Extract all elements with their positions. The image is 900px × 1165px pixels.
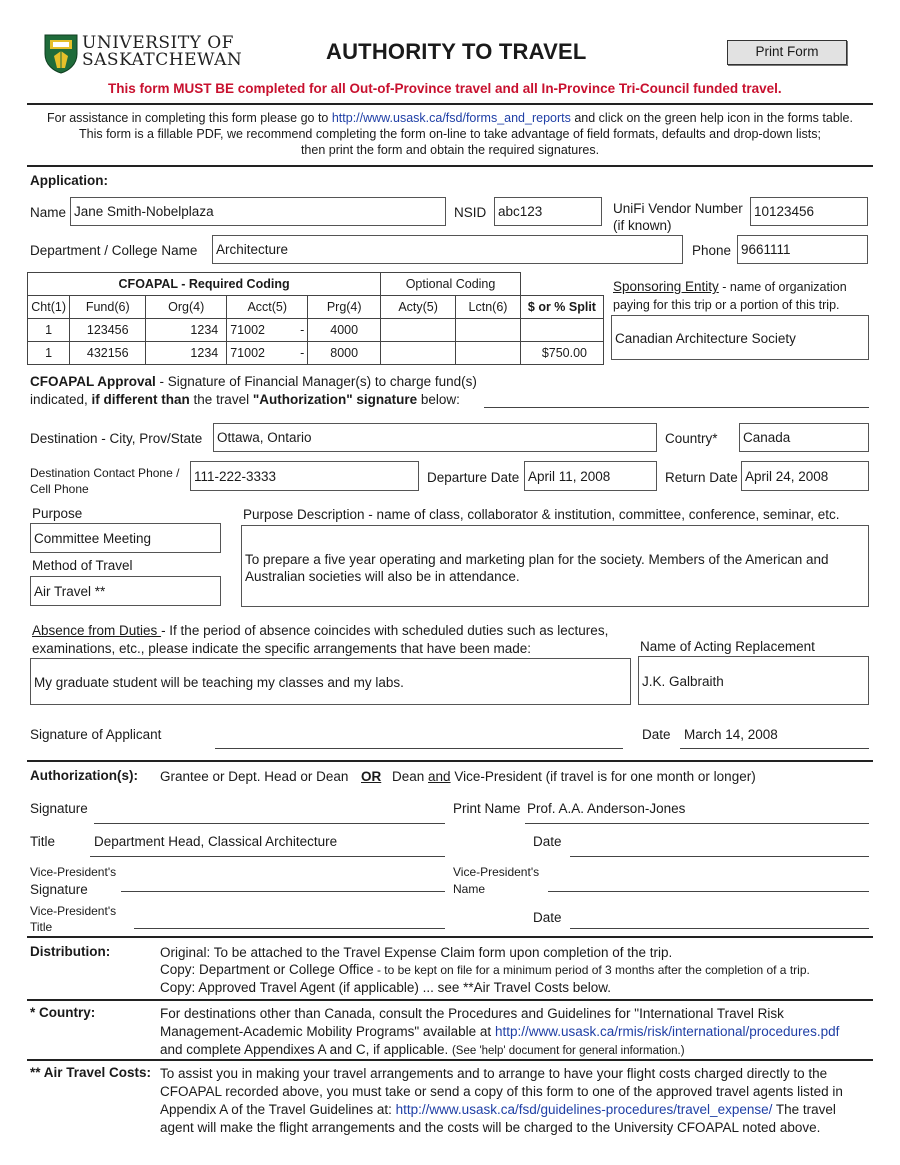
- column-header: Fund(6): [70, 295, 146, 318]
- acty-cell[interactable]: [381, 341, 456, 364]
- cht-cell[interactable]: 1: [28, 318, 70, 341]
- sponsor-label: Sponsoring Entity - name of organization paying for this trip or a portion of this trip.: [613, 279, 847, 312]
- column-header: Acty(5): [381, 295, 456, 318]
- fund-cell[interactable]: 432156: [70, 341, 146, 364]
- authorization-option1: Grantee or Dept. Head or Dean: [160, 769, 349, 784]
- university-crest-icon: [44, 34, 78, 74]
- country-label: Country*: [665, 431, 718, 446]
- phone-label: Phone: [692, 243, 732, 258]
- travel-guidelines-link[interactable]: http://www.usask.ca/fsd/guidelines-procedures/travel_expense/: [395, 1102, 773, 1117]
- return-date-field[interactable]: April 24, 2008: [741, 461, 869, 491]
- cht-cell[interactable]: 1: [28, 341, 70, 364]
- column-header: $ or % Split: [520, 295, 603, 318]
- auth-title-value[interactable]: Department Head, Classical Architecture: [94, 834, 338, 849]
- cfoapal-approval-text: CFOAPAL Approval - Signature of Financial Manager(s) to charge fund(s) indicated, if different than the travel "Authorization" signature below:: [30, 374, 477, 407]
- university-logo-text: [82, 35, 242, 69]
- divider: [27, 165, 873, 167]
- column-header: Prg(4): [308, 295, 381, 318]
- applicant-signature-line[interactable]: [215, 748, 623, 749]
- print-form-button[interactable]: Print Form: [727, 40, 847, 65]
- acting-replacement-label: Name of Acting Replacement: [640, 639, 815, 654]
- applicant-date-line: [680, 748, 869, 749]
- table-row: [28, 341, 604, 364]
- acct-cell[interactable]: 71002: [227, 341, 272, 364]
- method-of-travel-field[interactable]: Air Travel **: [30, 576, 221, 606]
- contact-phone-field[interactable]: 111-222-3333: [190, 461, 419, 491]
- blank-cell: [520, 273, 603, 296]
- applicant-signature-label: Signature of Applicant: [30, 727, 162, 742]
- destination-field[interactable]: Ottawa, Ontario: [213, 423, 657, 452]
- divider: [27, 760, 873, 762]
- nsid-label: NSID: [454, 205, 487, 220]
- purpose-field[interactable]: Committee Meeting: [30, 523, 221, 553]
- divider: [27, 1059, 873, 1061]
- vp-date-line[interactable]: [570, 928, 869, 929]
- destination-label: Destination - City, Prov/State: [30, 431, 203, 446]
- departure-date-label: Departure Date: [427, 470, 520, 485]
- print-name-label: Print Name: [453, 801, 521, 816]
- divider: [27, 999, 873, 1001]
- approval-signature-line[interactable]: [484, 407, 869, 408]
- auth-signature-line[interactable]: [94, 823, 445, 824]
- cfoapal-optional-header: Optional Coding: [381, 273, 521, 296]
- column-header: Acct(5): [227, 295, 308, 318]
- auth-title-label: Title: [30, 834, 56, 849]
- department-label: Department / College Name: [30, 243, 198, 258]
- acct-dash: -: [271, 318, 307, 341]
- nsid-field[interactable]: abc123: [494, 197, 602, 226]
- vp-name-line[interactable]: [548, 891, 869, 892]
- vendor-number-field[interactable]: 10123456: [750, 197, 868, 226]
- distribution-heading: Distribution:: [30, 944, 111, 959]
- auth-signature-label: Signature: [30, 801, 88, 816]
- return-date-label: Return Date: [665, 470, 738, 485]
- contact-phone-label: Destination Contact Phone / Cell Phone: [30, 466, 180, 496]
- acting-replacement-field[interactable]: J.K. Galbraith: [638, 656, 869, 705]
- column-header: Lctn(6): [456, 295, 521, 318]
- vendor-label: UniFi Vendor Number: [613, 201, 743, 216]
- name-field[interactable]: Jane Smith-Nobelplaza: [70, 197, 446, 226]
- form-title: AUTHORITY TO TRAVEL: [326, 39, 587, 64]
- acct-cell[interactable]: 71002: [227, 318, 272, 341]
- air-travel-heading: ** Air Travel Costs:: [30, 1065, 152, 1080]
- auth-date-label: Date: [533, 834, 562, 849]
- acty-cell[interactable]: [381, 318, 456, 341]
- auth-title-line: [90, 856, 445, 857]
- purpose-label: Purpose: [32, 506, 83, 521]
- split-cell[interactable]: $750.00: [520, 341, 603, 364]
- vp-signature-label: Vice-President's Signature: [30, 865, 117, 897]
- vp-title-line[interactable]: [134, 928, 445, 929]
- column-header: Cht(1): [28, 295, 70, 318]
- help-text: For assistance in completing this form please go to http://www.usask.ca/fsd/forms_and_reports and click on the green help icon in the forms table. This form is a fillable PDF, we recommend completing the form on-line to take advantage of field formats, defaults and drop-down lists; then print the form and obtain the required signatures.: [47, 111, 853, 157]
- country-field[interactable]: Canada: [739, 423, 869, 452]
- vp-signature-line[interactable]: [121, 891, 445, 892]
- table-row: [28, 318, 604, 341]
- fund-cell[interactable]: 123456: [70, 318, 146, 341]
- divider: [27, 936, 873, 938]
- mandatory-notice: This form MUST BE completed for all Out-of-Province travel and all In-Province Tri-Council funded travel.: [108, 81, 782, 96]
- vendor-sublabel: (if known): [613, 218, 672, 233]
- authorization-option2: Dean and Vice-President (if travel is for one month or longer): [392, 769, 756, 784]
- vp-name-label: Vice-President's Name: [453, 865, 540, 896]
- vp-date-label: Date: [533, 910, 562, 925]
- departure-date-field[interactable]: April 11, 2008: [524, 461, 657, 491]
- split-cell[interactable]: [520, 318, 603, 341]
- risk-procedures-link[interactable]: http://www.usask.ca/rmis/risk/international/procedures.pdf: [494, 1024, 840, 1039]
- absence-arrangements-field[interactable]: My graduate student will be teaching my classes and my labs.: [30, 658, 631, 705]
- help-link[interactable]: http://www.usask.ca/fsd/forms_and_reports: [331, 111, 571, 125]
- prg-cell[interactable]: 4000: [308, 318, 381, 341]
- lctn-cell[interactable]: [456, 341, 521, 364]
- cfoapal-table: [27, 272, 604, 365]
- applicant-date-label: Date: [642, 727, 671, 742]
- phone-field[interactable]: 9661111: [737, 235, 868, 264]
- authorization-heading: Authorization(s):: [30, 768, 138, 783]
- prg-cell[interactable]: 8000: [308, 341, 381, 364]
- applicant-date-value[interactable]: March 14, 2008: [684, 727, 778, 742]
- authorization-or: OR: [361, 769, 382, 784]
- divider: [27, 103, 873, 105]
- country-note-heading: * Country:: [30, 1005, 96, 1020]
- org-cell[interactable]: 1234: [146, 318, 227, 341]
- auth-date-line[interactable]: [570, 856, 869, 857]
- acct-dash: -: [271, 341, 307, 364]
- university-name-line1: UNIVERSITY OF: [82, 33, 234, 53]
- university-name-line2: SASKATCHEWAN: [82, 50, 243, 70]
- print-name-value[interactable]: Prof. A.A. Anderson-Jones: [527, 801, 686, 816]
- department-field[interactable]: Architecture: [212, 235, 683, 264]
- vp-title-label: Vice-President's Title: [30, 904, 117, 934]
- absence-label: Absence from Duties - If the period of absence coincides with scheduled duties such as lectures, examinations, etc., please indicate the specific arrangements that have been made:: [32, 623, 609, 656]
- column-header: Org(4): [146, 295, 227, 318]
- lctn-cell[interactable]: [456, 318, 521, 341]
- name-label: Name: [30, 205, 67, 220]
- purpose-description-label: Purpose Description - name of class, collaborator & institution, committee, conference, seminar, etc.: [243, 507, 840, 522]
- print-name-line: [525, 823, 869, 824]
- purpose-description-field[interactable]: To prepare a five year operating and marketing plan for the society. Members of the American and Australian societies will also be in attendance.: [241, 525, 869, 607]
- air-travel-text: To assist you in making your travel arrangements and to arrange to have your flight costs charged directly to the CFOAPAL recorded above, you must take or send a copy of this form to one of the approved travel agents listed in Appendix A of the Travel Guidelines at: http://www.usask.ca/fsd/guidelines-procedures/travel_expense/ The travel agent will make the flight arrangements and the costs will be charged to the University CFOAPAL noted above.: [160, 1066, 843, 1135]
- sponsor-field[interactable]: Canadian Architecture Society: [611, 315, 869, 360]
- application-heading: Application:: [30, 173, 108, 188]
- method-of-travel-label: Method of Travel: [32, 558, 133, 573]
- country-note-text: For destinations other than Canada, consult the Procedures and Guidelines for "International Travel Risk Management-Academic Mobility Programs" available at http://www.usask.ca/rmis/risk/international/procedures.pdf and complete Appendixes A and C, if applicable. (See 'help' document for general information.): [160, 1006, 840, 1057]
- cfoapal-required-header: CFOAPAL - Required Coding: [28, 273, 381, 296]
- org-cell[interactable]: 1234: [146, 341, 227, 364]
- distribution-text: Original: To be attached to the Travel Expense Claim form upon completion of the trip. Copy: Department or College Office - to be kept on file for a minimum period of 3 months after the completion of a trip. Copy: Approved Travel Agent (if applicable) ... see **Air Travel Costs below.: [160, 945, 810, 995]
